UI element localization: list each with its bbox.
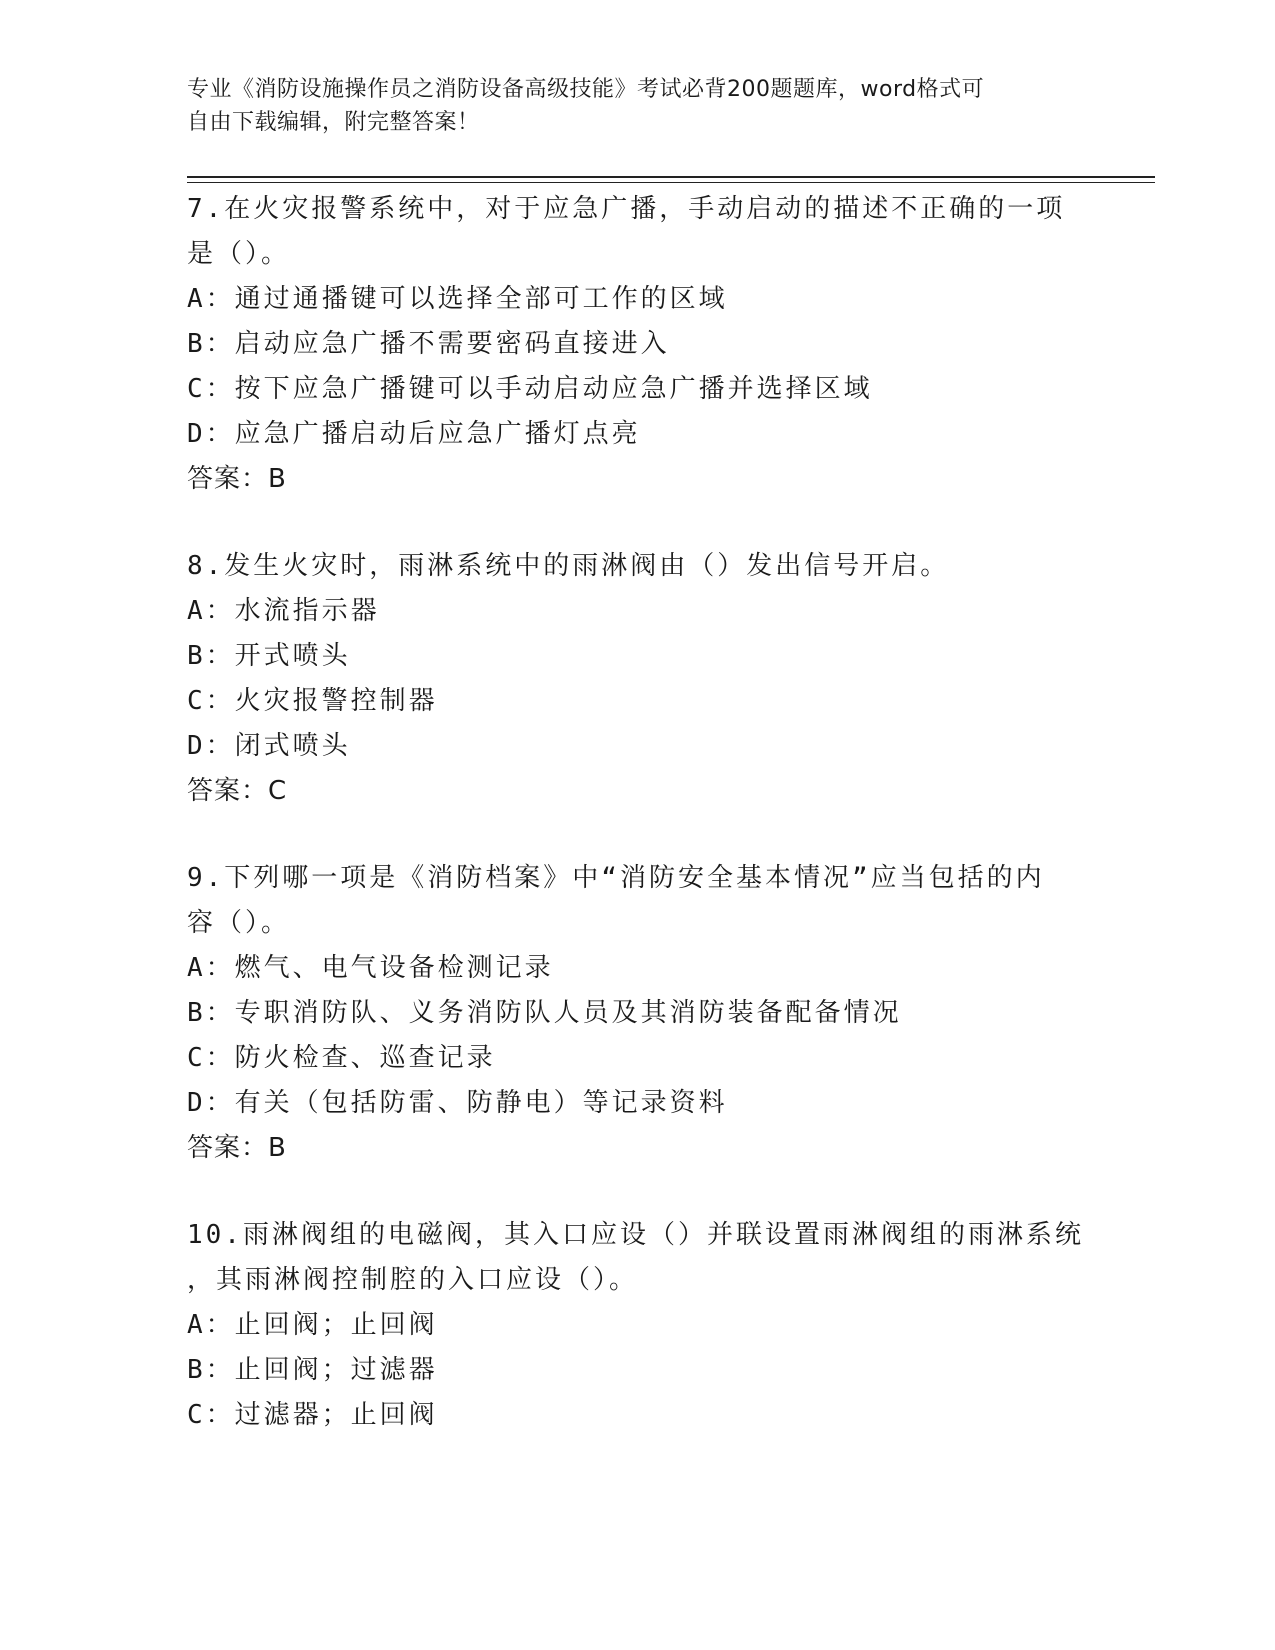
header-line-1: 专业《消防设施操作员之消防设备高级技能》考试必背200题题库，word格式可 — [187, 77, 985, 102]
question-item — [187, 544, 1087, 814]
option-b: B：止回阀；过滤器 — [187, 1355, 438, 1385]
question-stem-line: ，其雨淋阀控制腔的入口应设（）。 — [187, 1265, 639, 1295]
document-header — [187, 73, 1067, 139]
answer-line: 答案：B — [187, 1133, 287, 1163]
question-item — [187, 187, 1087, 502]
option-a: A：燃气、电气设备检测记录 — [187, 953, 554, 983]
option-a: A：通过通播键可以选择全部可工作的区域 — [187, 284, 728, 314]
question-item — [187, 856, 1087, 1171]
question-stem-line: 7.在火灾报警系统中，对于应急广播，手动启动的描述不正确的一项 — [187, 194, 1066, 224]
option-b: B：启动应急广播不需要密码直接进入 — [187, 329, 670, 359]
question-stem — [187, 544, 1087, 589]
question-list — [187, 187, 1087, 1480]
header-divider-thick — [187, 176, 1155, 178]
question-stem-line: 8.发生火灾时，雨淋系统中的雨淋阀由（）发出信号开启。 — [187, 551, 950, 581]
answer-line: 答案：B — [187, 464, 287, 494]
header-divider-thin — [187, 182, 1155, 183]
option-d: D：有关（包括防雷、防静电）等记录资料 — [187, 1088, 728, 1118]
question-stem — [187, 187, 1087, 277]
question-stem-line: 10.雨淋阀组的电磁阀，其入口应设（）并联设置雨淋阀组的雨淋系统 — [187, 1220, 1084, 1250]
question-stem — [187, 1213, 1087, 1303]
option-c: C：过滤器；止回阀 — [187, 1400, 438, 1430]
option-c: C：按下应急广播键可以手动启动应急广播并选择区域 — [187, 374, 873, 404]
question-stem — [187, 856, 1087, 946]
answer-line: 答案：C — [187, 776, 288, 806]
option-a: A：止回阀；止回阀 — [187, 1310, 438, 1340]
option-b: B：开式喷头 — [187, 641, 351, 671]
header-line-2: 自由下载编辑，附完整答案！ — [187, 110, 480, 135]
question-stem-line: 容（）。 — [187, 908, 291, 938]
option-c: C：火灾报警控制器 — [187, 686, 438, 716]
option-b: B：专职消防队、义务消防队人员及其消防装备配备情况 — [187, 998, 902, 1028]
question-stem-line: 是（）。 — [187, 239, 291, 269]
question-item — [187, 1213, 1087, 1438]
option-d: D：应急广播启动后应急广播灯点亮 — [187, 419, 641, 449]
option-c: C：防火检查、巡查记录 — [187, 1043, 496, 1073]
option-d: D：闭式喷头 — [187, 731, 351, 761]
option-a: A：水流指示器 — [187, 596, 380, 626]
question-stem-line: 9.下列哪一项是《消防档案》中“消防安全基本情况”应当包括的内 — [187, 863, 1045, 893]
